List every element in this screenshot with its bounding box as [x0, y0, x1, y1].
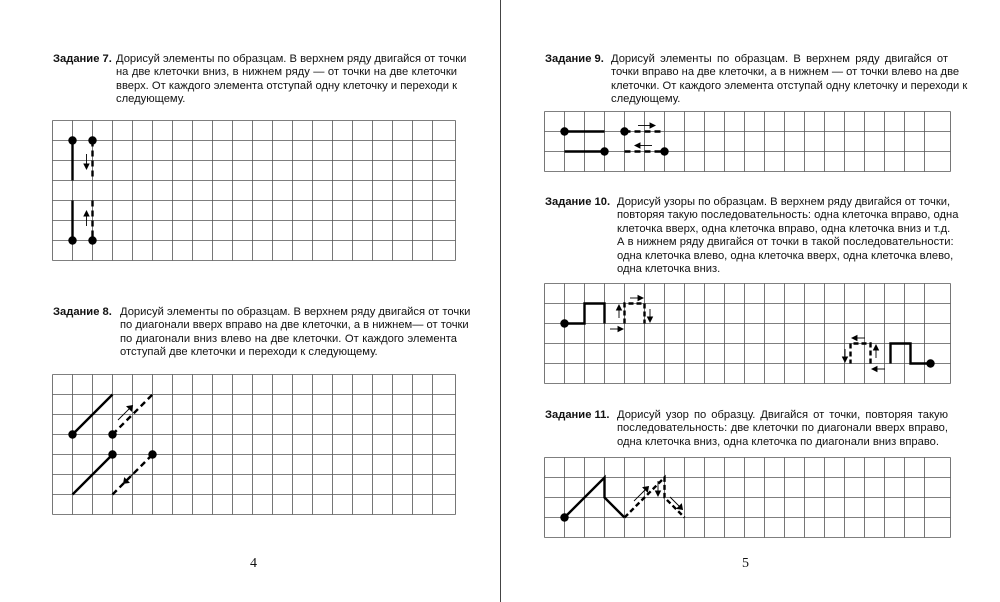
text-line: Дорисуй узор по образцу. Двигайся от точки, повторяя такую: [617, 409, 948, 421]
text-line: по диагонали вниз влево на две клеточки. От каждого элемента: [120, 332, 457, 345]
direction-arrows: [84, 154, 89, 226]
task-9-grid: [544, 111, 951, 173]
task-8-text: [120, 306, 471, 360]
start-dots: [560, 513, 568, 521]
task-7-label: Задание 7.: [53, 53, 112, 65]
text-line: одна клеточка вниз.: [617, 263, 721, 276]
task-9: [545, 53, 968, 106]
task-9-label: Задание 9.: [545, 53, 604, 65]
text-line: последовательность: две клеточки по диагонали вверх вправо,: [617, 422, 948, 435]
text-line: Дорисуй узоры по образцам. В верхнем ряду двигайся от точки,: [617, 196, 951, 208]
grid-lines: [545, 284, 951, 384]
task-8-grid: [52, 374, 456, 516]
grid-lines: [545, 112, 951, 172]
text-line: вверх. От каждого элемента отступай одну клеточку и переходи к: [116, 79, 457, 92]
text-line: по диагонали вверх вправо на две клеточки, а в нижнем— от точки: [120, 319, 469, 332]
text-line: клеточка вверх, одна клеточка вправо, одна клеточка вниз и т.д.: [617, 222, 951, 235]
text-line: Дорисуй элементы по образцам. В верхнем ряду двигайся от точки: [120, 306, 471, 318]
page-number: 4: [250, 556, 257, 571]
task-10-grid: [544, 283, 951, 385]
task-11: [545, 409, 948, 449]
text-line: повторяя такую последовательность: одна клеточка вправо, одна: [617, 209, 959, 222]
task-11-label: Задание 11.: [545, 409, 610, 421]
text-line: следующему.: [611, 93, 681, 106]
task-8: [53, 306, 471, 366]
direction-arrows: [635, 123, 655, 148]
direction-arrows: [118, 406, 138, 484]
text-line: одна клеточка вниз, одна клеточка по диагонали вниз вправо.: [617, 435, 940, 448]
task-11-text: [617, 409, 948, 449]
text-line: следующему.: [116, 93, 186, 106]
text-line: одна клеточка влево, одна клеточка вверх, одна клеточка влево,: [617, 249, 954, 262]
grid-lines: [53, 121, 456, 261]
sample-dashed-pattern: [625, 304, 871, 364]
task-10: [545, 196, 959, 276]
text-line: Дорисуй элементы по образцам. В верхнем ряду двигайся от точки: [116, 53, 467, 65]
task-10-text: [617, 196, 959, 276]
text-line: А в нижнем ряду двигайся от точки в такой последовательности:: [617, 236, 954, 249]
task-7-text: [116, 53, 467, 107]
direction-arrows: [634, 481, 683, 510]
direction-arrows: [610, 296, 885, 372]
task-10-label: Задание 10.: [545, 196, 611, 208]
text-line: отступай две клеточки и переходи к следующему.: [120, 346, 378, 359]
text-line: Дорисуй элементы по образцам. В верхнем ряду двигайся от: [611, 53, 948, 65]
text-line: на две клеточки вниз, в нижнем ряду — от точки на две клеточки: [116, 66, 457, 79]
page-number: 5: [742, 556, 749, 571]
task-11-grid: [544, 457, 951, 539]
task-9-text: [611, 53, 968, 107]
text-line: клеточки. От каждого элемента отступай одну клеточку и переходи к: [611, 79, 968, 92]
task-8-label: Задание 8.: [53, 306, 112, 318]
text-line: точки вправо на две клеточки, а в нижнем — от точки влево на две: [611, 66, 960, 79]
task-7-grid: [52, 120, 456, 262]
task-7: [53, 53, 467, 113]
right-page: [501, 0, 1000, 602]
